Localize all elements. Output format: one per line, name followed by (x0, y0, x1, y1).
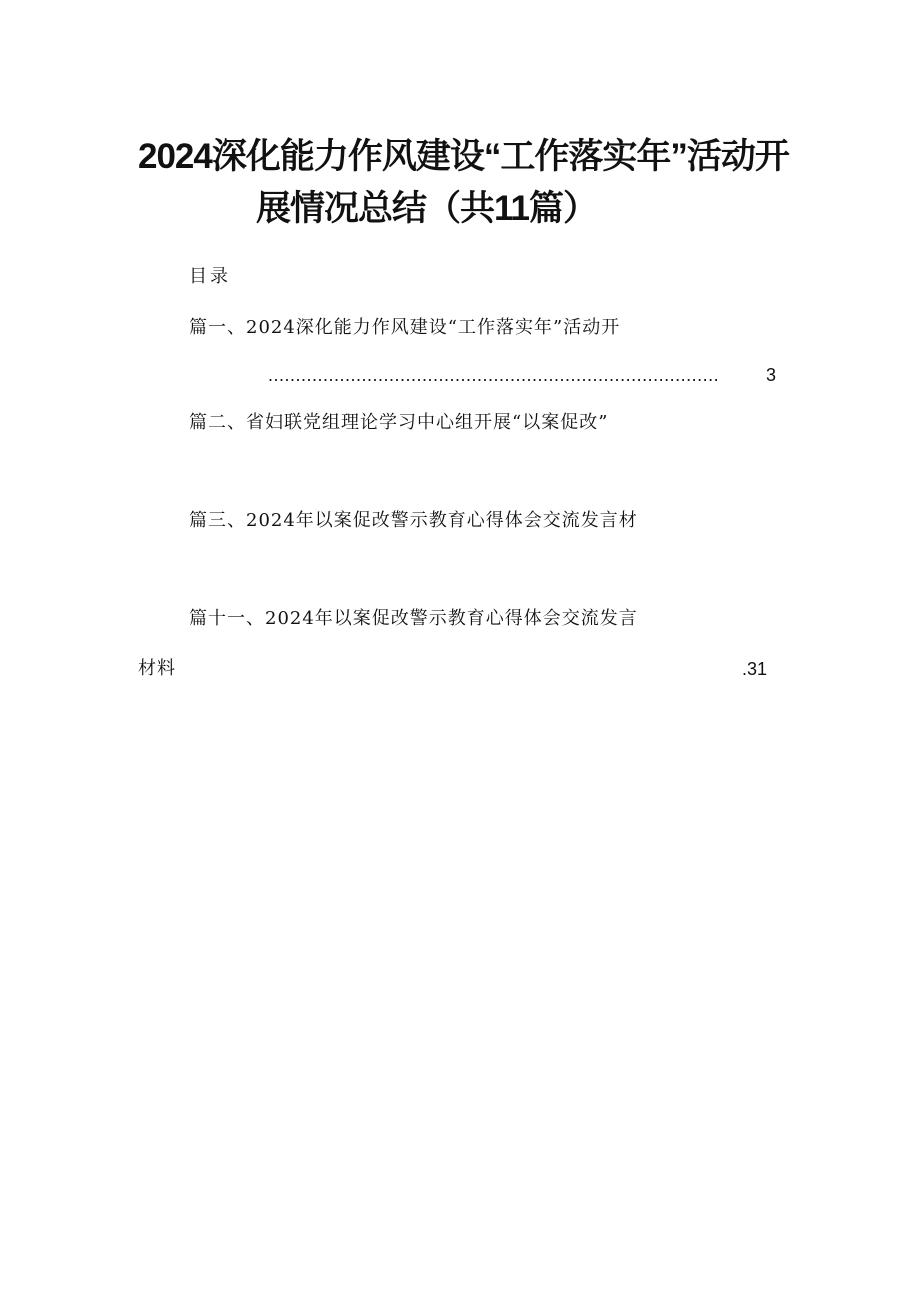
toc-entry-prefix: 篇一、 (189, 317, 246, 338)
toc-entry-11-continuation: 材料 (138, 658, 176, 679)
toc-entry-text: 2024年以案促改警示教育心得体会交流发言材 (246, 510, 638, 531)
title-line-1: 2024深化能力作风建设“工作落实年”活动开 (138, 137, 789, 176)
dot-leader: .................................................................................. (268, 365, 720, 385)
title-line-2: 展情况总结（共11篇） (256, 189, 598, 228)
toc-entry-1[interactable] (189, 316, 620, 340)
toc-entry-prefix: 篇十一、 (189, 608, 265, 629)
toc-entry-prefix: 篇二、 (189, 412, 246, 433)
toc-entry-11[interactable] (189, 607, 638, 631)
toc-entry-3[interactable] (189, 509, 638, 533)
toc-entry-1-leader-row (268, 363, 776, 387)
toc-entry-2[interactable] (189, 411, 608, 435)
toc-entry-text: 省妇联党组理论学习中心组开展“以案促改” (246, 412, 609, 433)
toc-entry-prefix: 篇三、 (189, 510, 246, 531)
toc-entry-text: 2024深化能力作风建设“工作落实年”活动开 (246, 317, 621, 338)
toc-entry-text: 2024年以案促改警示教育心得体会交流发言 (265, 608, 638, 629)
toc-page-number: 3 (765, 365, 776, 385)
toc-heading: 目录 (189, 266, 231, 287)
toc-page-number: .31 (742, 659, 768, 679)
